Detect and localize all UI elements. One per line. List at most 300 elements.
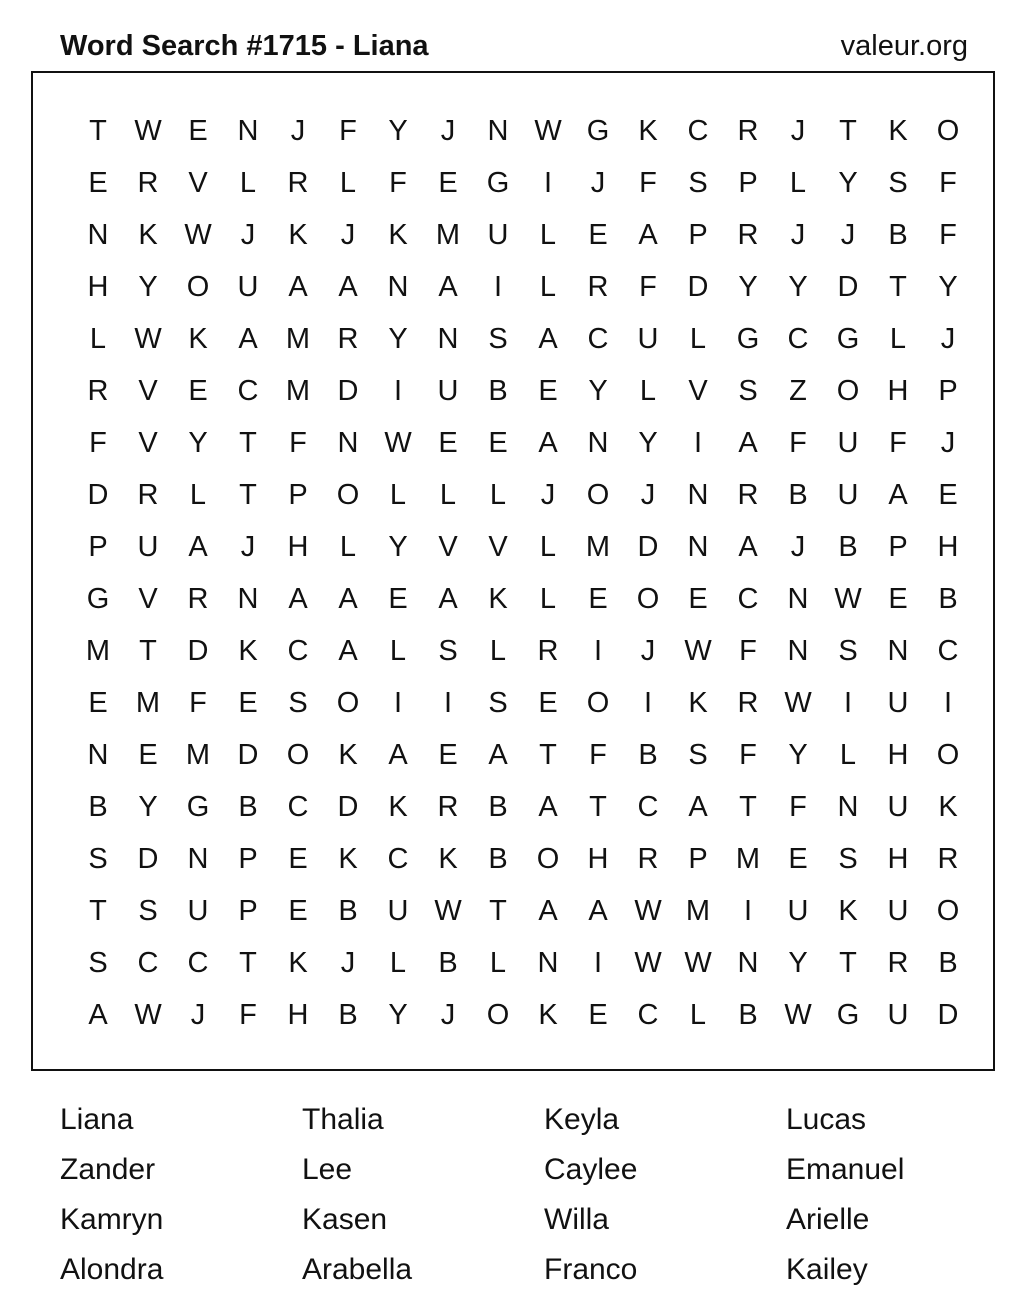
grid-cell[interactable]: U (387, 895, 409, 927)
grid-cell[interactable]: Y (138, 791, 158, 823)
grid-cell[interactable]: T (589, 791, 607, 823)
grid-cell[interactable]: S (138, 895, 158, 927)
grid-cell[interactable]: J (240, 219, 256, 251)
grid-cell[interactable]: F (239, 999, 257, 1031)
grid-cell[interactable]: U (837, 479, 859, 511)
grid-cell[interactable]: B (738, 999, 758, 1031)
grid-cell[interactable]: U (887, 687, 909, 719)
grid-cell[interactable]: Z (789, 375, 807, 407)
grid-cell[interactable]: C (287, 791, 309, 823)
grid-cell[interactable]: K (438, 843, 458, 875)
grid-cell[interactable]: R (437, 791, 459, 823)
grid-cell[interactable]: F (339, 115, 357, 147)
grid-cell[interactable]: J (790, 219, 806, 251)
grid-cell[interactable]: I (393, 375, 403, 407)
grid-cell[interactable]: H (87, 271, 109, 303)
grid-cell[interactable]: L (489, 947, 507, 979)
grid-cell[interactable]: A (538, 427, 558, 459)
grid-cell[interactable]: O (586, 687, 610, 719)
grid-cell[interactable]: B (338, 895, 358, 927)
grid-cell[interactable]: L (689, 323, 707, 355)
grid-cell[interactable]: K (838, 895, 858, 927)
grid-cell[interactable]: T (89, 895, 107, 927)
grid-cell[interactable]: F (939, 219, 957, 251)
grid-cell[interactable]: K (388, 791, 408, 823)
grid-cell[interactable]: S (438, 635, 458, 667)
grid-cell[interactable]: T (839, 115, 857, 147)
grid-cell[interactable]: R (537, 635, 559, 667)
grid-cell[interactable]: A (738, 531, 758, 563)
grid-cell[interactable]: Y (938, 271, 958, 303)
grid-cell[interactable]: L (89, 323, 107, 355)
grid-cell[interactable]: K (138, 219, 158, 251)
grid-cell[interactable]: W (134, 999, 162, 1031)
grid-cell[interactable]: H (287, 531, 309, 563)
grid-cell[interactable]: A (188, 531, 208, 563)
grid-cell[interactable]: O (486, 999, 510, 1031)
grid-cell[interactable]: F (789, 791, 807, 823)
grid-cell[interactable]: L (389, 947, 407, 979)
grid-cell[interactable]: O (286, 739, 310, 771)
grid-cell[interactable]: A (238, 323, 258, 355)
grid-cell[interactable]: N (537, 947, 559, 979)
grid-cell[interactable]: I (393, 687, 403, 719)
grid-cell[interactable]: M (85, 635, 111, 667)
grid-cell[interactable]: E (688, 583, 708, 615)
grid-cell[interactable]: S (688, 739, 708, 771)
grid-cell[interactable]: L (689, 999, 707, 1031)
grid-cell[interactable]: D (187, 635, 209, 667)
grid-cell[interactable]: P (238, 843, 258, 875)
grid-cell[interactable]: T (239, 947, 257, 979)
grid-cell[interactable]: U (487, 219, 509, 251)
grid-cell[interactable]: C (237, 375, 259, 407)
grid-cell[interactable]: R (337, 323, 359, 355)
grid-cell[interactable]: R (587, 271, 609, 303)
grid-cell[interactable]: J (790, 115, 806, 147)
grid-cell[interactable]: G (486, 167, 510, 199)
grid-cell[interactable]: O (336, 687, 360, 719)
grid-cell[interactable]: E (938, 479, 958, 511)
grid-cell[interactable]: H (887, 843, 909, 875)
grid-cell[interactable]: B (638, 739, 658, 771)
grid-cell[interactable]: M (685, 895, 711, 927)
grid-cell[interactable]: C (637, 999, 659, 1031)
grid-cell[interactable]: R (737, 687, 759, 719)
grid-cell[interactable]: D (837, 271, 859, 303)
grid-cell[interactable]: J (190, 999, 206, 1031)
grid-cell[interactable]: W (534, 115, 562, 147)
grid-cell[interactable]: R (287, 167, 309, 199)
grid-cell[interactable]: E (588, 219, 608, 251)
grid-cell[interactable]: B (338, 999, 358, 1031)
grid-cell[interactable]: O (586, 479, 610, 511)
grid-cell[interactable]: C (737, 583, 759, 615)
grid-cell[interactable]: L (339, 167, 357, 199)
grid-cell[interactable]: K (688, 687, 708, 719)
grid-cell[interactable]: L (539, 583, 557, 615)
grid-cell[interactable]: Y (388, 323, 408, 355)
grid-cell[interactable]: T (739, 791, 757, 823)
grid-cell[interactable]: W (434, 895, 462, 927)
grid-cell[interactable]: E (388, 583, 408, 615)
grid-cell[interactable]: G (86, 583, 110, 615)
grid-cell[interactable]: A (688, 791, 708, 823)
grid-cell[interactable]: L (539, 531, 557, 563)
grid-cell[interactable]: P (88, 531, 108, 563)
grid-cell[interactable]: K (238, 635, 258, 667)
grid-cell[interactable]: I (443, 687, 453, 719)
grid-cell[interactable]: M (435, 219, 461, 251)
grid-cell[interactable]: E (88, 687, 108, 719)
grid-cell[interactable]: I (643, 687, 653, 719)
grid-cell[interactable]: J (540, 479, 556, 511)
grid-cell[interactable]: F (739, 739, 757, 771)
grid-cell[interactable]: J (840, 219, 856, 251)
grid-cell[interactable]: Y (838, 167, 858, 199)
grid-cell[interactable]: A (438, 583, 458, 615)
grid-cell[interactable]: W (184, 219, 212, 251)
grid-cell[interactable]: K (388, 219, 408, 251)
grid-cell[interactable]: L (239, 167, 257, 199)
grid-cell[interactable]: L (889, 323, 907, 355)
grid-cell[interactable]: A (488, 739, 508, 771)
grid-cell[interactable]: K (288, 947, 308, 979)
grid-cell[interactable]: Y (788, 947, 808, 979)
grid-cell[interactable]: Y (188, 427, 208, 459)
grid-cell[interactable]: D (637, 531, 659, 563)
grid-cell[interactable]: Y (788, 739, 808, 771)
grid-cell[interactable]: R (637, 843, 659, 875)
grid-cell[interactable]: M (735, 843, 761, 875)
grid-cell[interactable]: S (488, 687, 508, 719)
grid-cell[interactable]: F (189, 687, 207, 719)
grid-cell[interactable]: U (887, 999, 909, 1031)
grid-cell[interactable]: J (940, 323, 956, 355)
grid-cell[interactable]: L (789, 167, 807, 199)
grid-cell[interactable]: I (593, 635, 603, 667)
grid-cell[interactable]: T (489, 895, 507, 927)
grid-cell[interactable]: K (538, 999, 558, 1031)
grid-cell[interactable]: L (489, 479, 507, 511)
grid-cell[interactable]: L (539, 219, 557, 251)
grid-cell[interactable]: S (88, 843, 108, 875)
grid-cell[interactable]: D (337, 791, 359, 823)
grid-cell[interactable]: T (89, 115, 107, 147)
grid-cell[interactable]: P (738, 167, 758, 199)
grid-cell[interactable]: A (388, 739, 408, 771)
grid-cell[interactable]: R (137, 479, 159, 511)
grid-cell[interactable]: S (88, 947, 108, 979)
grid-cell[interactable]: W (634, 895, 662, 927)
grid-cell[interactable]: A (88, 999, 108, 1031)
grid-cell[interactable]: R (737, 115, 759, 147)
grid-cell[interactable]: J (440, 999, 456, 1031)
grid-cell[interactable]: Y (588, 375, 608, 407)
grid-cell[interactable]: E (438, 427, 458, 459)
grid-cell[interactable]: S (738, 375, 758, 407)
grid-cell[interactable]: O (936, 115, 960, 147)
grid-cell[interactable]: D (87, 479, 109, 511)
grid-cell[interactable]: J (590, 167, 606, 199)
grid-cell[interactable]: V (138, 583, 158, 615)
grid-cell[interactable]: L (339, 531, 357, 563)
grid-cell[interactable]: L (189, 479, 207, 511)
grid-cell[interactable]: T (239, 427, 257, 459)
grid-cell[interactable]: A (438, 271, 458, 303)
grid-cell[interactable]: F (389, 167, 407, 199)
grid-cell[interactable]: S (688, 167, 708, 199)
grid-cell[interactable]: C (187, 947, 209, 979)
grid-cell[interactable]: P (938, 375, 958, 407)
grid-cell[interactable]: U (237, 271, 259, 303)
grid-cell[interactable]: F (889, 427, 907, 459)
grid-cell[interactable]: A (338, 635, 358, 667)
grid-cell[interactable]: N (887, 635, 909, 667)
grid-cell[interactable]: E (238, 687, 258, 719)
grid-cell[interactable]: V (688, 375, 708, 407)
grid-cell[interactable]: T (889, 271, 907, 303)
grid-cell[interactable]: N (187, 843, 209, 875)
grid-cell[interactable]: F (639, 271, 657, 303)
grid-cell[interactable]: L (839, 739, 857, 771)
grid-cell[interactable]: F (589, 739, 607, 771)
grid-cell[interactable]: Y (388, 115, 408, 147)
grid-cell[interactable]: E (488, 427, 508, 459)
grid-cell[interactable]: E (788, 843, 808, 875)
grid-cell[interactable]: U (137, 531, 159, 563)
grid-cell[interactable]: S (838, 843, 858, 875)
grid-cell[interactable]: K (938, 791, 958, 823)
grid-cell[interactable]: B (788, 479, 808, 511)
grid-cell[interactable]: K (488, 583, 508, 615)
grid-cell[interactable]: N (587, 427, 609, 459)
grid-cell[interactable]: E (888, 583, 908, 615)
grid-cell[interactable]: E (288, 843, 308, 875)
grid-cell[interactable]: B (88, 791, 108, 823)
grid-cell[interactable]: E (538, 375, 558, 407)
grid-cell[interactable]: E (88, 167, 108, 199)
grid-cell[interactable]: A (888, 479, 908, 511)
grid-cell[interactable]: U (837, 427, 859, 459)
grid-cell[interactable]: H (587, 843, 609, 875)
grid-cell[interactable]: N (387, 271, 409, 303)
grid-cell[interactable]: U (437, 375, 459, 407)
grid-cell[interactable]: L (639, 375, 657, 407)
grid-cell[interactable]: R (887, 947, 909, 979)
grid-cell[interactable]: J (340, 947, 356, 979)
grid-cell[interactable]: C (587, 323, 609, 355)
grid-cell[interactable]: I (543, 167, 553, 199)
grid-cell[interactable]: E (288, 895, 308, 927)
grid-cell[interactable]: H (937, 531, 959, 563)
grid-cell[interactable]: R (87, 375, 109, 407)
grid-cell[interactable]: V (438, 531, 458, 563)
grid-cell[interactable]: I (693, 427, 703, 459)
grid-cell[interactable]: A (638, 219, 658, 251)
grid-cell[interactable]: E (438, 167, 458, 199)
grid-cell[interactable]: W (134, 115, 162, 147)
grid-cell[interactable]: E (438, 739, 458, 771)
grid-cell[interactable]: A (288, 583, 308, 615)
grid-cell[interactable]: P (688, 843, 708, 875)
grid-cell[interactable]: O (836, 375, 860, 407)
grid-cell[interactable]: J (640, 479, 656, 511)
grid-cell[interactable]: V (488, 531, 508, 563)
grid-cell[interactable]: B (488, 375, 508, 407)
grid-cell[interactable]: B (938, 947, 958, 979)
grid-cell[interactable]: I (743, 895, 753, 927)
grid-cell[interactable]: B (488, 791, 508, 823)
grid-cell[interactable]: E (138, 739, 158, 771)
grid-cell[interactable]: D (337, 375, 359, 407)
grid-cell[interactable]: I (593, 947, 603, 979)
grid-cell[interactable]: K (338, 843, 358, 875)
grid-cell[interactable]: N (237, 583, 259, 615)
grid-cell[interactable]: N (237, 115, 259, 147)
grid-cell[interactable]: R (937, 843, 959, 875)
grid-cell[interactable]: D (237, 739, 259, 771)
grid-cell[interactable]: C (287, 635, 309, 667)
grid-cell[interactable]: H (887, 375, 909, 407)
grid-cell[interactable]: N (87, 219, 109, 251)
grid-cell[interactable]: O (186, 271, 210, 303)
grid-cell[interactable]: A (538, 323, 558, 355)
grid-cell[interactable]: F (789, 427, 807, 459)
grid-cell[interactable]: L (389, 479, 407, 511)
grid-cell[interactable]: M (285, 375, 311, 407)
grid-cell[interactable]: S (888, 167, 908, 199)
grid-cell[interactable]: G (586, 115, 610, 147)
grid-cell[interactable]: Y (138, 271, 158, 303)
grid-cell[interactable]: K (288, 219, 308, 251)
grid-cell[interactable]: M (285, 323, 311, 355)
grid-cell[interactable]: V (188, 167, 208, 199)
grid-cell[interactable]: C (687, 115, 709, 147)
grid-cell[interactable]: T (839, 947, 857, 979)
grid-cell[interactable]: C (937, 635, 959, 667)
grid-cell[interactable]: U (887, 895, 909, 927)
grid-cell[interactable]: U (787, 895, 809, 927)
grid-cell[interactable]: U (887, 791, 909, 823)
grid-cell[interactable]: G (736, 323, 760, 355)
grid-cell[interactable]: C (137, 947, 159, 979)
grid-cell[interactable]: K (638, 115, 658, 147)
grid-cell[interactable]: N (487, 115, 509, 147)
grid-cell[interactable]: T (539, 739, 557, 771)
grid-cell[interactable]: N (437, 323, 459, 355)
grid-cell[interactable]: P (888, 531, 908, 563)
grid-cell[interactable]: M (585, 531, 611, 563)
grid-cell[interactable]: P (238, 895, 258, 927)
grid-cell[interactable]: N (837, 791, 859, 823)
grid-cell[interactable]: I (843, 687, 853, 719)
grid-cell[interactable]: A (538, 791, 558, 823)
grid-cell[interactable]: I (943, 687, 953, 719)
grid-cell[interactable]: J (440, 115, 456, 147)
grid-cell[interactable]: C (637, 791, 659, 823)
grid-cell[interactable]: B (838, 531, 858, 563)
grid-cell[interactable]: P (688, 219, 708, 251)
grid-cell[interactable]: B (938, 583, 958, 615)
grid-cell[interactable]: F (939, 167, 957, 199)
grid-cell[interactable]: N (787, 635, 809, 667)
grid-cell[interactable]: N (737, 947, 759, 979)
grid-cell[interactable]: T (239, 479, 257, 511)
grid-cell[interactable]: R (737, 219, 759, 251)
grid-cell[interactable]: Y (388, 531, 408, 563)
grid-cell[interactable]: L (489, 635, 507, 667)
grid-cell[interactable]: A (738, 427, 758, 459)
grid-cell[interactable]: F (639, 167, 657, 199)
grid-cell[interactable]: K (888, 115, 908, 147)
grid-cell[interactable]: D (687, 271, 709, 303)
grid-cell[interactable]: L (439, 479, 457, 511)
grid-cell[interactable]: B (888, 219, 908, 251)
grid-cell[interactable]: W (834, 583, 862, 615)
grid-cell[interactable]: O (536, 843, 560, 875)
grid-cell[interactable]: N (687, 531, 709, 563)
grid-cell[interactable]: A (538, 895, 558, 927)
grid-cell[interactable]: W (134, 323, 162, 355)
grid-cell[interactable]: Y (388, 999, 408, 1031)
grid-cell[interactable]: R (737, 479, 759, 511)
grid-cell[interactable]: E (538, 687, 558, 719)
grid-cell[interactable]: A (338, 583, 358, 615)
grid-cell[interactable]: F (289, 427, 307, 459)
grid-cell[interactable]: J (790, 531, 806, 563)
grid-cell[interactable]: W (684, 947, 712, 979)
grid-cell[interactable]: B (438, 947, 458, 979)
grid-cell[interactable]: E (588, 583, 608, 615)
grid-cell[interactable]: S (488, 323, 508, 355)
grid-cell[interactable]: P (288, 479, 308, 511)
grid-cell[interactable]: Y (738, 271, 758, 303)
grid-cell[interactable]: W (684, 635, 712, 667)
grid-cell[interactable]: K (338, 739, 358, 771)
grid-cell[interactable]: R (187, 583, 209, 615)
grid-cell[interactable]: N (787, 583, 809, 615)
grid-cell[interactable]: K (188, 323, 208, 355)
grid-cell[interactable]: O (336, 479, 360, 511)
grid-cell[interactable]: M (185, 739, 211, 771)
grid-cell[interactable]: E (188, 115, 208, 147)
grid-cell[interactable]: V (138, 427, 158, 459)
grid-cell[interactable]: C (387, 843, 409, 875)
grid-cell[interactable]: G (836, 999, 860, 1031)
grid-cell[interactable]: A (588, 895, 608, 927)
grid-cell[interactable]: W (384, 427, 412, 459)
grid-cell[interactable]: N (87, 739, 109, 771)
grid-cell[interactable]: W (634, 947, 662, 979)
grid-cell[interactable]: Y (788, 271, 808, 303)
grid-cell[interactable]: O (936, 895, 960, 927)
grid-cell[interactable]: Y (638, 427, 658, 459)
grid-cell[interactable]: B (488, 843, 508, 875)
grid-cell[interactable]: H (887, 739, 909, 771)
grid-cell[interactable]: F (89, 427, 107, 459)
grid-cell[interactable]: O (936, 739, 960, 771)
grid-cell[interactable]: D (937, 999, 959, 1031)
grid-cell[interactable]: W (784, 999, 812, 1031)
grid-cell[interactable]: O (636, 583, 660, 615)
grid-cell[interactable]: V (138, 375, 158, 407)
grid-cell[interactable]: D (137, 843, 159, 875)
grid-cell[interactable]: T (139, 635, 157, 667)
grid-cell[interactable]: B (238, 791, 258, 823)
grid-cell[interactable]: H (287, 999, 309, 1031)
grid-cell[interactable]: G (186, 791, 210, 823)
